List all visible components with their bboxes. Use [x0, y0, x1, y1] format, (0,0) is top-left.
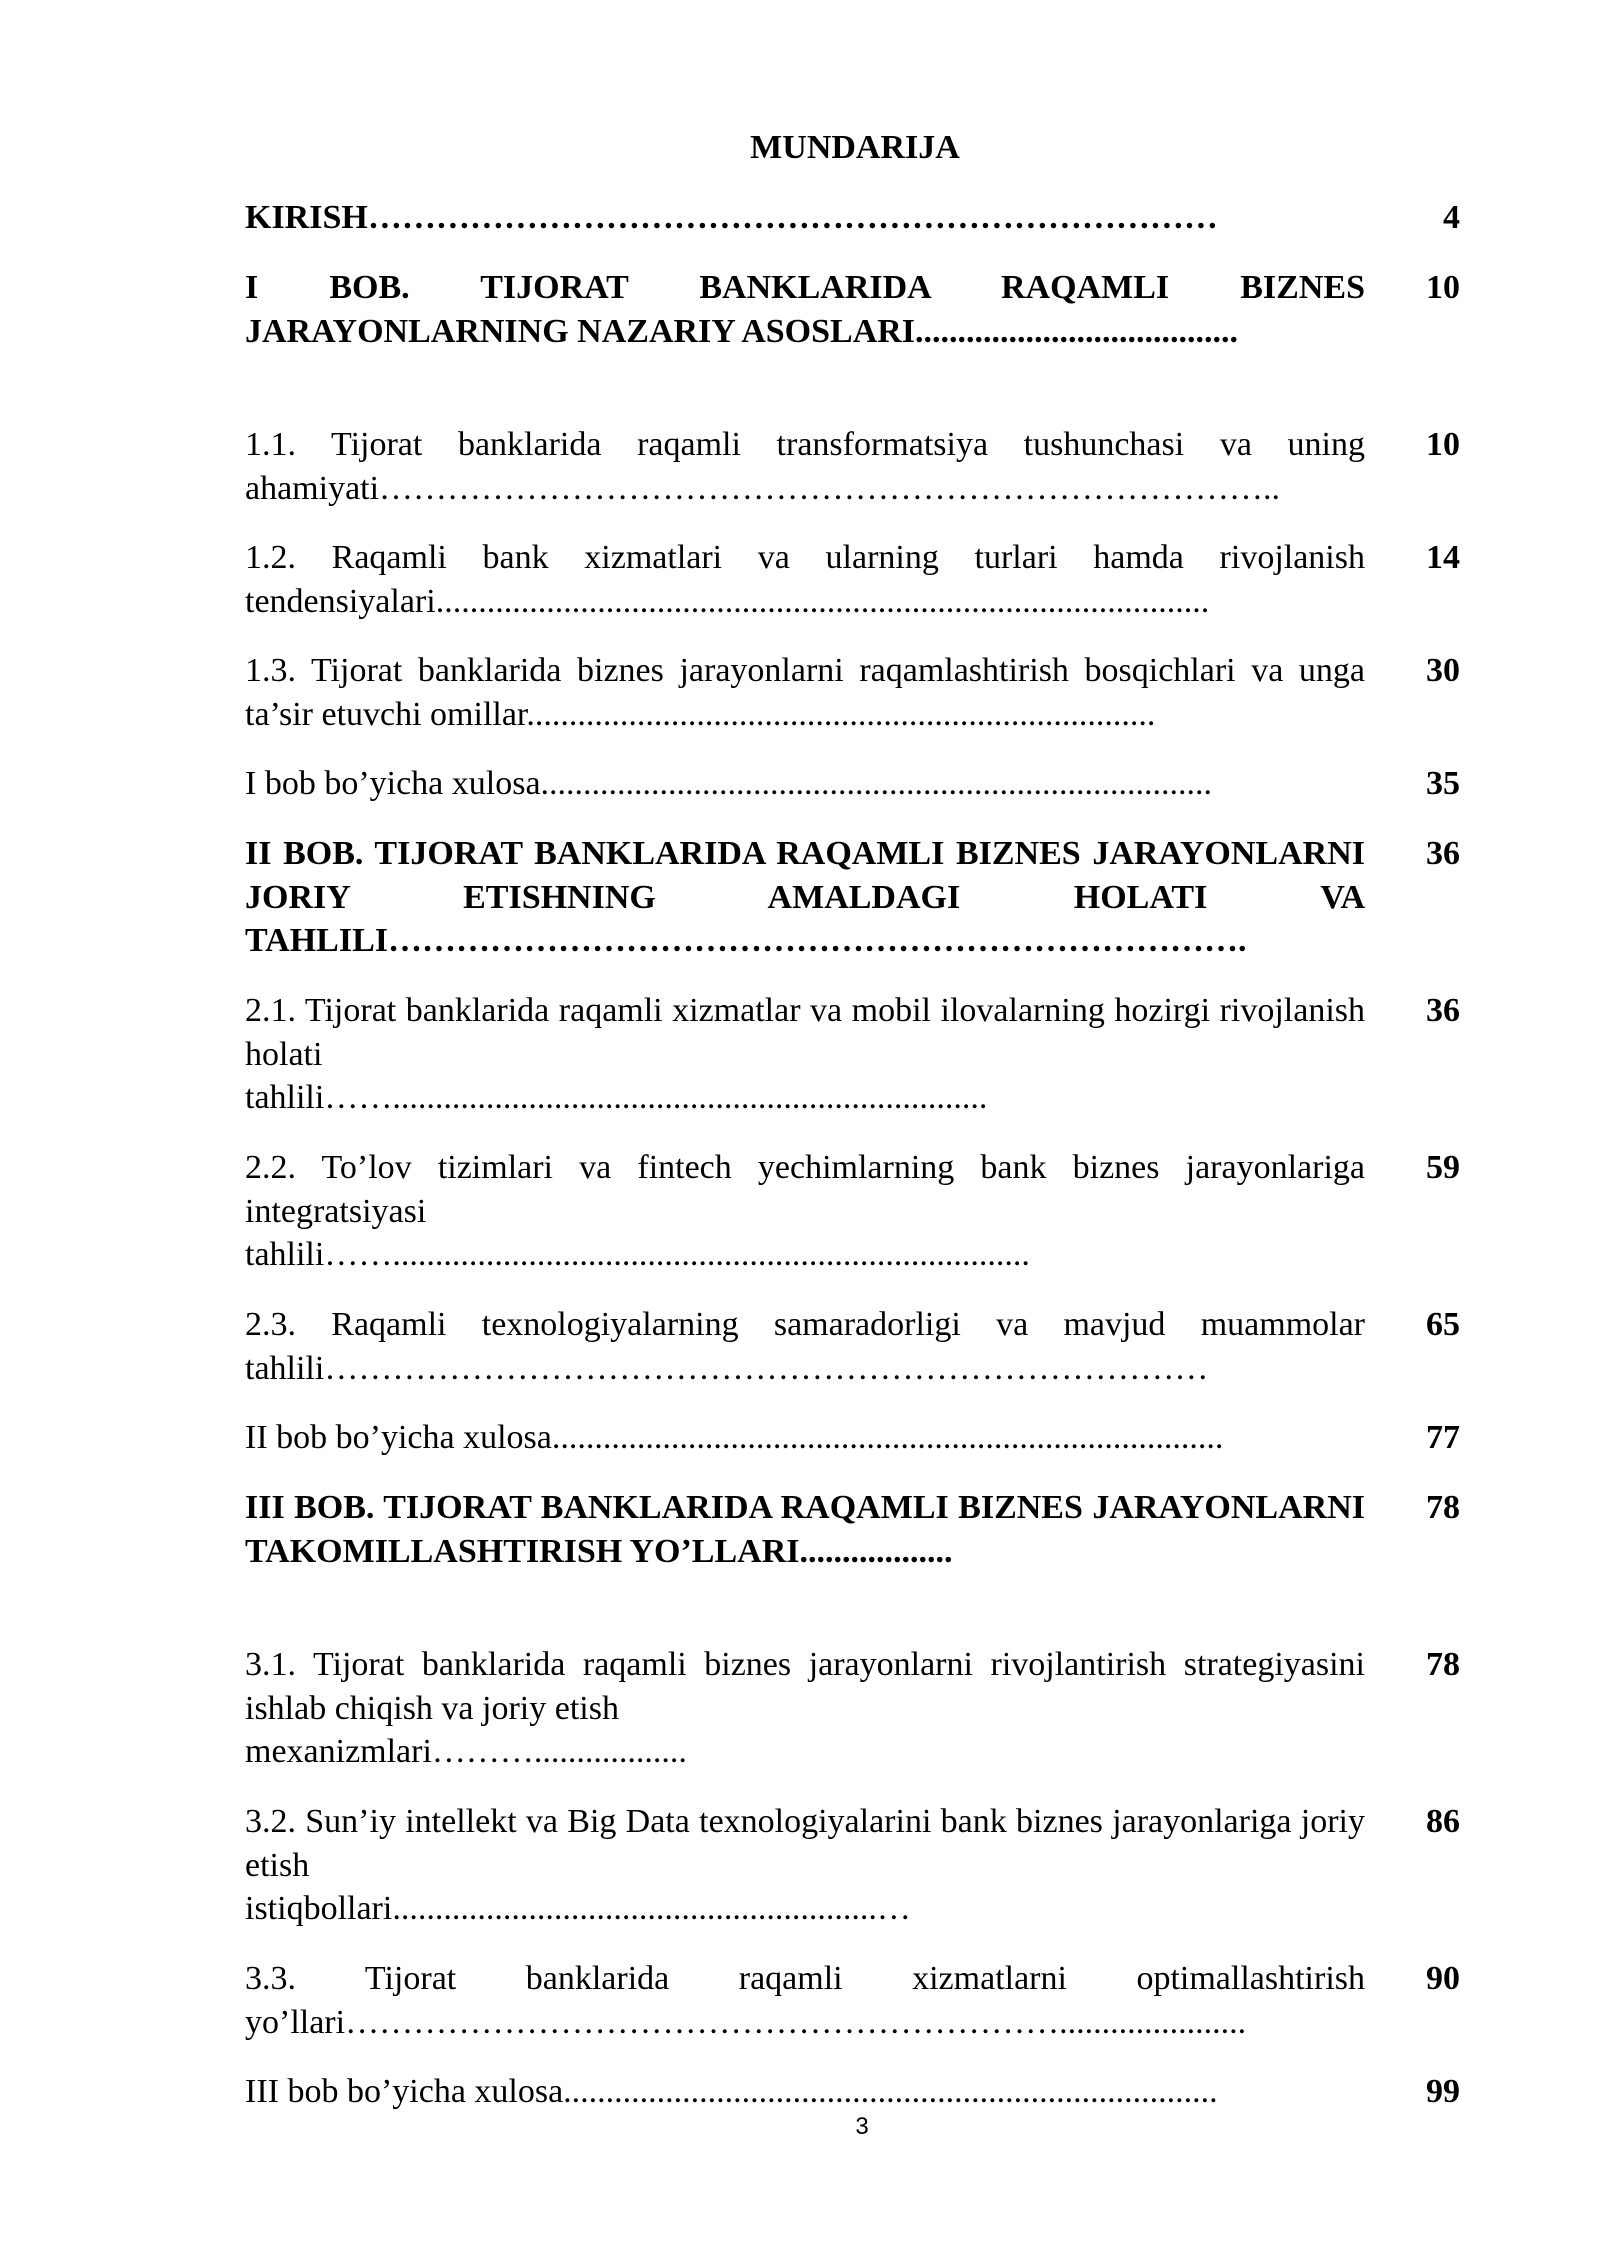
- toc-entry-page: 77: [1426, 1419, 1460, 1456]
- toc-entry: [245, 1303, 1460, 1390]
- toc-entry-title: 3.2. Sun’iy intellekt va Big Data texnologiyalarini bank biznes jarayonlariga joriy etish istiqbollari.........................................................…: [245, 1803, 1365, 1927]
- page-number: 3: [855, 2113, 869, 2140]
- toc-entry: [245, 423, 1460, 510]
- toc-entry-page: 86: [1426, 1803, 1460, 1840]
- toc-entry: [245, 832, 1460, 963]
- toc-entry: [245, 762, 1460, 806]
- toc-entry-title: 3.1. Tijorat banklarida raqamli biznes jarayonlarni rivojlantirish strategiyasini ishlab chiqish va joriy etish mexanizmlari………..................: [245, 1646, 1365, 1770]
- toc-entry-page: 14: [1426, 539, 1460, 576]
- toc-entry-title: III BOB. TIJORAT BANKLARIDA RAQAMLI BIZNES JARAYONLARNI TAKOMILLASHTIRISH YO’LLARI..................: [245, 1489, 1373, 1570]
- toc-entry-title: II bob bo’yicha xulosa...............................................................................: [245, 1419, 1224, 1456]
- toc-entry-title: I BOB. TIJORAT BANKLARIDA RAQAMLI BIZNES JARAYONLARNING NAZARIY ASOSLARI......................................: [245, 269, 1374, 350]
- toc-entry-page: 59: [1426, 1149, 1460, 1186]
- toc-entry-page: 36: [1426, 992, 1460, 1029]
- toc-entry: [245, 266, 1460, 353]
- toc-entry-page: 78: [1426, 1646, 1460, 1683]
- toc-entry-title: I bob bo’yicha xulosa...............................................................................: [245, 765, 1213, 802]
- toc-entry-title: 2.1. Tijorat banklarida raqamli xizmatlar va mobil ilovalarning hozirgi rivojlanish holati tahlili……......................................................................: [245, 992, 1365, 1116]
- toc-entry-page: 35: [1426, 765, 1460, 802]
- toc-entry-title: 1.1. Tijorat banklarida raqamli transformatsiya tushunchasi va uning ahamiyati……………………………………………………………………..: [245, 426, 1374, 507]
- toc-entry-title: 2.3. Raqamli texnologiyalarning samaradorligi va mavjud muammolar tahlili……………………………………………………………………: [245, 1306, 1374, 1387]
- toc-entry-title: II BOB. TIJORAT BANKLARIDA RAQAMLI BIZNES JARAYONLARNI JORIY ETISHNING AMALDAGI HOLATI VA TAHLILI………………………………………………………………….: [245, 835, 1374, 959]
- toc-entry: [245, 1800, 1460, 1931]
- toc-entry-title: 2.2. To’lov tizimlari va fintech yechimlarning bank biznes jarayonlariga integratsiyasi tahlili……...........................................................................: [245, 1149, 1365, 1273]
- toc-entry: [245, 536, 1460, 623]
- toc-entry: [245, 1416, 1460, 1460]
- toc-entry: [245, 1486, 1460, 1573]
- toc-entry: [245, 1957, 1460, 2044]
- toc-entry-page: 90: [1426, 1960, 1460, 1997]
- toc-entry-page: 99: [1426, 2073, 1460, 2110]
- toc-entry-title: 3.3. Tijorat banklarida raqamli xizmatlarni optimallashtirish yo’llari………………………………………………………......................: [245, 1960, 1374, 2041]
- toc-entry: [245, 1643, 1460, 1774]
- toc-entry: [245, 1146, 1460, 1277]
- toc-entry: [245, 2070, 1460, 2114]
- toc-entry-page: 36: [1426, 835, 1460, 872]
- toc-entry-page: 10: [1426, 269, 1460, 306]
- toc-entry: [245, 989, 1460, 1120]
- toc-entry-page: 78: [1426, 1489, 1460, 1526]
- toc-entry-page: 65: [1426, 1306, 1460, 1343]
- page-title: MUNDARIJA: [750, 129, 960, 166]
- toc-entry-page: 10: [1426, 426, 1460, 463]
- toc-entry-title: 1.2. Raqamli bank xizmatlari va ularning turlari hamda rivojlanish tendensiyalari...........................................................................................: [245, 539, 1374, 620]
- toc-entry: [245, 649, 1460, 736]
- toc-entry-page: 30: [1426, 652, 1460, 689]
- toc-entry: [245, 196, 1460, 240]
- toc-entry-page: 4: [1443, 199, 1460, 236]
- toc-entry-title: 1.3. Tijorat banklarida biznes jarayonlarni raqamlashtirish bosqichlari va unga ta’sir etuvchi omillar..........................................................................: [245, 652, 1374, 733]
- toc-entry-title: KIRISH…………………………………………………………………: [245, 199, 1218, 236]
- toc-entry-title: III bob bo’yicha xulosa.............................................................................: [245, 2073, 1218, 2110]
